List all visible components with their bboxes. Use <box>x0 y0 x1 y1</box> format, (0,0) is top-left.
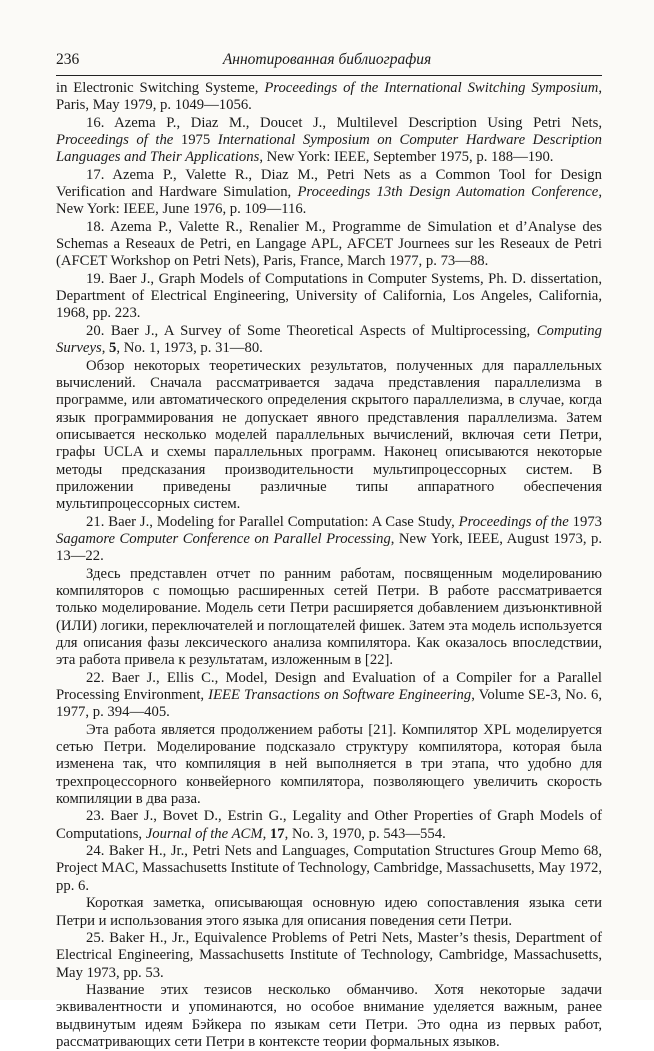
bib-entry-24 <box>56 843 602 895</box>
bib-entry-19 <box>56 271 602 323</box>
text-run: , New York: IEEE, June 1976, p. 109—116. <box>56 184 602 218</box>
italic-run: Proceedings 13th Design Automation Conference <box>297 184 599 201</box>
text-run: 19. Baer J., Graph Models of Computations in Computer Systems, Ph. D. dissertation, Department of Electrical Engineering, University of California, Los Angeles, California, 1968, pp. 223. <box>56 270 602 322</box>
text-run: , New York: IEEE, September 1975, p. 188—190. <box>259 149 554 166</box>
italic-run: IEEE Transactions on Software Engineering <box>208 687 472 704</box>
italic-run: Proceedings of the <box>56 132 174 149</box>
page-number: 236 <box>56 51 80 68</box>
text-run: 21. Baer J., Modeling for Parallel Computation: A Case Study, <box>86 513 459 530</box>
text-run: 20. Baer J., A Survey of Some Theoretical Aspects of Multiprocessing, <box>86 322 537 339</box>
annotation-20 <box>56 358 602 514</box>
running-title: Аннотированная библиография <box>222 51 432 68</box>
text-run: 23. Baer J., Bovet D., Estrin G., Legality and Other Properties of Graph Models of Computations, <box>56 808 602 842</box>
text-run: in Electronic Switching Systeme, <box>56 80 265 96</box>
bibliography-body <box>56 80 602 1051</box>
annotation-25 <box>56 982 602 1051</box>
bib-entry-20 <box>56 323 602 358</box>
annotation-24 <box>56 895 602 930</box>
italic-run: Computing Surveys <box>56 322 602 357</box>
text-run: , Paris, May 1979, p. 1049—1056. <box>56 80 602 114</box>
italic-run: Proceedings of the International Switching Symposium <box>264 80 599 96</box>
bold-run: 5 <box>109 340 117 357</box>
text-run: 1975 <box>173 132 218 149</box>
text-run: Название этих тезисов несколько обманчиво. Хотя некоторые задачи эквивалентности и упоминаются, но особое внимание уделяется важным, ранее выдвинутым идеям Бэйкера по языкам сети Петри. Это одна из первых работ, рассматривающих сети Петри в контексте теории формальных языков. <box>56 981 602 1050</box>
bib-entry-25 <box>56 930 602 982</box>
italic-run: Proceedings of the <box>458 513 569 530</box>
text-run: Короткая заметка, описывающая основную идею сопоставления языка сети Петри и использования этого языка для описания поведения сети Петри. <box>56 895 602 929</box>
text-run: Эта работа является продолжением работы [21]. Компилятор XPL моделируется сетью Петри. Моделирование подсказало структуру компилятора, которая была изменена так, что компиляция в ней выполняется в три этапа, что удобно для трехпроцессорного конвейерного компилятора, позволяющего увеличить скорость компиляции в два раза. <box>56 721 602 808</box>
text-run: 24. Baker H., Jr., Petri Nets and Languages, Computation Structures Group Memo 68, Project MAC, Massachusetts Institute of Technology, Cambridge, Massachusetts, May 1972, pp. 6. <box>56 843 603 894</box>
text-run: , New York, IEEE, August 1973, p. 13—22. <box>56 530 602 565</box>
italic-run: International Symposium on Computer Hardware Description Languages and Their Applications <box>56 132 603 166</box>
text-run: Обзор некоторых теоретических результатов, полученных для параллельных вычислений. Сначала рассматривается задача представления параллелизма в программе, или автоматического определения скрытого параллелизма, в случае, когда язык программирования не допускает явного представления параллелизма. Затем описывается несколько моделей параллельных вычислений, включая сети Петри, графы UCLA и схемы параллельных программ. Наконец описываются некоторые методы предсказания производительности мультипроцессорных систем. В приложении приведены различные типы аппаратного обеспечения мультипроцессорных систем. <box>56 357 602 513</box>
text-run: 16. Azema P., Diaz M., Doucet J., Multilevel Description Using Petri Nets, <box>86 114 602 131</box>
annotation-22 <box>56 722 602 809</box>
annotation-21 <box>56 566 602 670</box>
header-rule <box>56 75 602 76</box>
text-run: 22. Baer J., Ellis C., Model, Design and Evaluation of a Compiler for a Parallel Processing Environment, <box>56 669 602 704</box>
text-run: Здесь представлен отчет по ранним работам, посвященным моделированию компиляторов с помощью расширенных сетей Петри. В работе рассматривается только моделирование. Модель сети Петри расширяется добавлением дизъюнктивной (ИЛИ) логики, переключателей и поглощателей фишек. Затем эта модель используется для описания фазы лексического анализа компилятора. Как оказалось впоследствии, эта работа привела к результатам, изложенным в [22]. <box>56 565 602 669</box>
text-run: , No. 3, 1970, p. 543—554. <box>284 825 446 842</box>
bib-entry-16 <box>56 115 602 167</box>
bib-entry-23 <box>56 808 602 843</box>
text-run: 17. Azema P., Valette R., Diaz M., Petri Nets as a Common Tool for Design Verification and Hardware Simulation, <box>56 166 602 201</box>
bib-entry-22 <box>56 670 602 722</box>
text-run: , <box>101 340 110 357</box>
bold-run: 17 <box>269 825 285 842</box>
bib-entry-17 <box>56 167 602 219</box>
text-run: , <box>262 825 270 842</box>
bib-entry-18 <box>56 219 602 271</box>
text-run: , No. 1, 1973, p. 31—80. <box>116 340 263 357</box>
bib-entry-21 <box>56 514 602 566</box>
text-run: 18. Azema P., Valette R., Renalier M., Programme de Simulation et d’Analyse des Schemas a Reseaux de Petri, en Langage APL, AFCET Journees sur les Reseaux de Petri (AFCET Workshop on Petri Nets), Paris, France, March 1977, p. 73—88. <box>56 218 602 270</box>
text-run: , Volume SE-3, No. 6, 1977, p. 394—405. <box>56 687 603 721</box>
italic-run: Sagamore Computer Conference on Parallel Processing <box>56 530 391 547</box>
text-run: 1973 <box>568 513 603 530</box>
bib-entry-continuation <box>56 80 602 115</box>
text-run: 25. Baker H., Jr., Equivalence Problems of Petri Nets, Master’s thesis, Department of Electrical Engineering, Massachusetts Institute of Technology, Cambridge, Massachusetts, May 1973, pp. 53. <box>56 929 602 981</box>
page-header <box>56 50 598 72</box>
italic-run: Journal of the ACM <box>145 825 263 842</box>
